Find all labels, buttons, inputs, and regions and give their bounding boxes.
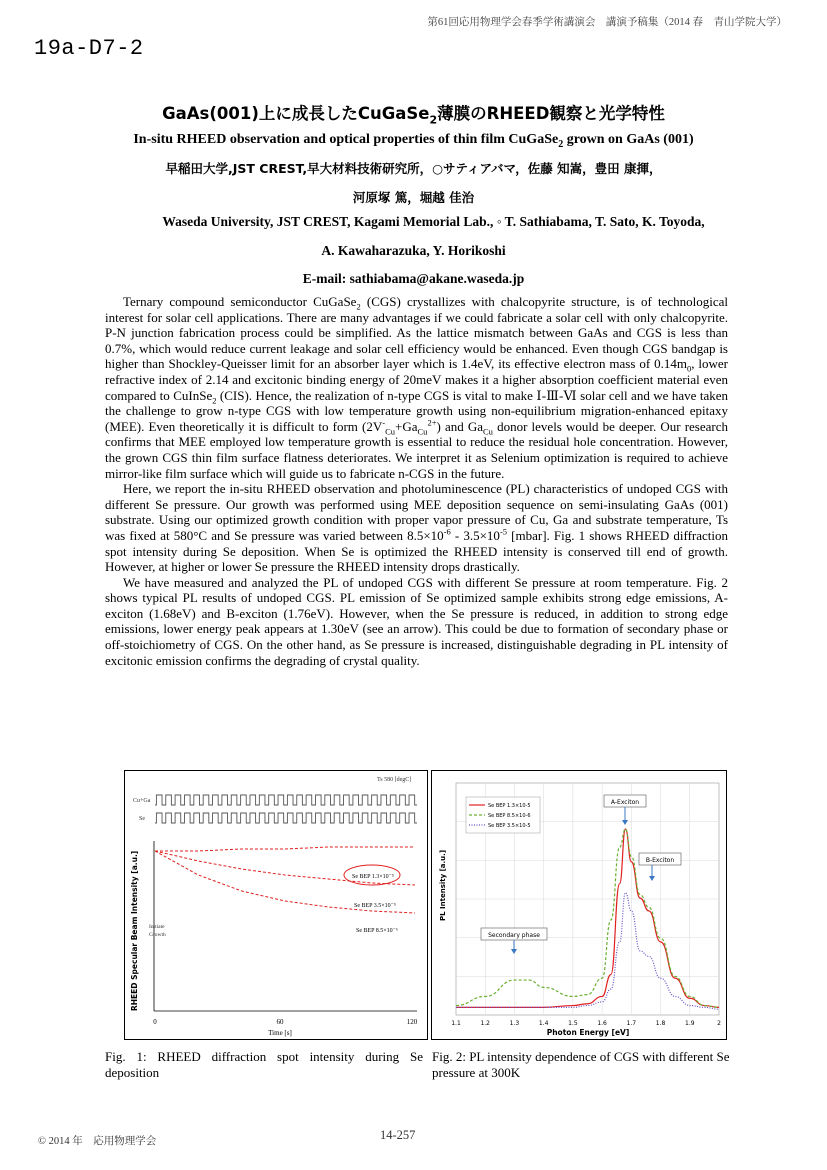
paragraph-2: Here, we report the in-situ RHEED observation and photoluminescence (PL) characteristics of undoped CGS with different Se pressure. Our growth was performed using MEE deposition sequence on semi-insulating GaAs (001) substrate. Using our optimized growth condition with proper vapor pressure of Cu, Ga and substrate temperature, Ts was fixed at 580°C and Se pressure was varied between $8.5\times 10^{-6} - 3.5\times 10^{-5}$ [mbar]. Fig. 1 shows RHEED diffraction spot intensity during Se deposition. When Se is optimized the RHEED intensity is conserved till end of growth. However, at higher or lower Se pressure the RHEED intensity drops drastically. [105,481,728,575]
title-english: In-situ RHEED observation and optical properties of thin film CuGaSe$_2$ grown on GaAs (001) [133,132,694,150]
pl-x-axis-label: Photon Energy [eV] [546,1028,630,1037]
conference-header: 第61回応用物理学会春季学術講演会 講演予稿集（2014 春 青山学院大学） [427,17,787,28]
x-tick-120: 120 [406,1018,418,1026]
authors-english-line1: Waseda University, JST CREST, Kagami Memorial Lab., ◦ T. Sathiabama, T. Sato, K. Toyoda, [162,214,705,229]
cuga-label: Cu+Ga [133,798,151,804]
figure-1-caption: Fig. 1: RHEED diffraction spot intensity during Se deposition [105,1049,423,1080]
pl-x-tick-7: 1.8 [655,1020,666,1027]
author-email: E-mail: sathiabama@akane.waseda.jp [302,271,525,286]
pl-x-tick-0: 1.1 [451,1020,461,1027]
authors-japanese-line2: 河原塚 篤，堀越 佳治 [352,190,475,205]
pl-chart [432,771,726,1039]
legend-se-1-3e-5: Se BEP 1.3×10⁻⁵ [352,874,394,880]
annot-a-exciton: A-Exciton [610,799,640,806]
rheed-chart [125,771,427,1039]
footer-copyright: © 2014 年 応用物理学会 [38,1136,157,1147]
pl-x-tick-1: 1.2 [480,1020,490,1027]
pl-legend-3: Se BEP 3.5×10-5 [488,823,531,829]
initiate-label-2: Growth [149,932,166,938]
paragraph-1: Ternary compound semiconductor CuGaSe$_2$ (CGS) crystallizes with chalcopyrite structure, is of technological interest for solar cell applications. There are many advantages if we could fabricate a solar cell with only chalcopyrite. P-N junction fabrication process could be simplified. As the lattice mismatch between GaAs and CGS is less than 0.7%, which would reduce current leakage and solar cell efficiency would be enhanced. Even though CGS bandgap is higher than Shockley-Queisser limit for an absorber layer which is 1.4eV, its effective electron mass of $0.14m_0$, lower refractive index of 2.14 and excitonic binding energy of 20meV makes it a higher absorption coefficient material even compared to CuInSe$_2$ (CIS). Hence, the realization of n-type CGS is vital to make Ⅰ-Ⅲ-Ⅵ solar cell and we have taken the challenge to grow n-type CGS with low temperature growth using non-equilibrium migration-enhanced epitaxy (MEE). Even theoretically it is difficult to form $(2V^-_{Cu}+Ga_{Cu}^{2+})$ and $Ga_{Cu}$ donor levels would be deeper. Our research confirms that MEE employed low temperature growth is essential to reduce the residual hole concentration. However, the grown CGS thin film surface flatness deteriorates. We interpret it as Selenium optimization is required to achieve mirror-like film surface which will guide us to fabricate n-CGS in the future. [105,294,728,481]
paragraph-3: We have measured and analyzed the PL of undoped CGS with different Se pressure at room temperature. Fig. 2 shows typical PL results of undoped CGS. PL emission of Se optimized sample exhibits strong edge emissions, A-exciton (1.68eV) and B-exciton (1.76eV). However, when the Se pressure is reduced, in addition to strong edge emissions, lower energy peak appears at 1.30eV (see an arrow). This could be due to formation of secondary phase or off-stoichiometry of CGS. On the other hand, as Se pressure is increased, distinguishable degrading in PL intensity of excitonic emission confirms the degrading of crystal quality. [105,574,728,668]
legend-se-8-5e-6: Se BEP 8.5×10⁻⁶ [356,928,398,934]
footer-page-number: 14-257 [380,1128,416,1142]
annot-secondary-phase: Secondary phase [488,932,540,939]
figure-2-pl [431,770,727,1040]
cuga-shutter-pulses [155,795,417,805]
pl-x-tick-5: 1.6 [597,1020,607,1027]
x-tick-0: 0 [153,1018,157,1026]
body-text [105,294,728,668]
authors-japanese-line1: 早稲田大学,JST CREST,早大材料技術研究所，○サティアバマ，佐藤 知嵩，豊田 康揮， [165,161,662,176]
pl-x-tick-8: 1.9 [685,1020,695,1027]
pl-x-tick-9: 2 [717,1020,721,1027]
pl-legend-2: Se BEP 8.5×10-6 [488,813,531,819]
pl-x-tick-3: 1.4 [538,1020,549,1027]
x-tick-60: 60 [276,1018,284,1026]
figure-1-rheed [124,770,428,1040]
se-label: Se [139,816,145,822]
pl-y-axis-label: PL Intensity [a.u.] [439,849,447,921]
ts-label: Ts 580 [degC] [377,777,412,783]
title-japanese: GaAs(001)上に成長したCuGaSe$_2$薄膜のRHEED観察と光学特性 [162,104,665,127]
x-axis-label: Time [s] [268,1029,292,1037]
pl-x-tick-4: 1.5 [568,1020,578,1027]
paper-code: 19a-D7-2 [34,36,144,61]
pl-x-tick-6: 1.7 [626,1020,637,1027]
se-shutter-pulses [155,813,417,823]
rheed-series-0 [155,847,415,851]
pl-x-ticks [451,1020,721,1027]
pl-legend-1: Se BEP 1.3×10-5 [488,803,531,809]
initiate-label-1: Initiate [149,924,165,930]
annot-b-exciton: B-Exciton [645,857,675,864]
authors-english-line2: A. Kawaharazuka, Y. Horikoshi [321,243,506,258]
pl-x-tick-2: 1.3 [509,1020,520,1027]
figure-2-caption: Fig. 2: PL intensity dependence of CGS with different Se pressure at 300K [432,1049,730,1080]
legend-se-3-5e-5: Se BEP 3.5×10⁻⁵ [354,903,396,909]
y-axis-label: RHEED Specular Beam Intensity [a.u.] [130,850,139,1011]
